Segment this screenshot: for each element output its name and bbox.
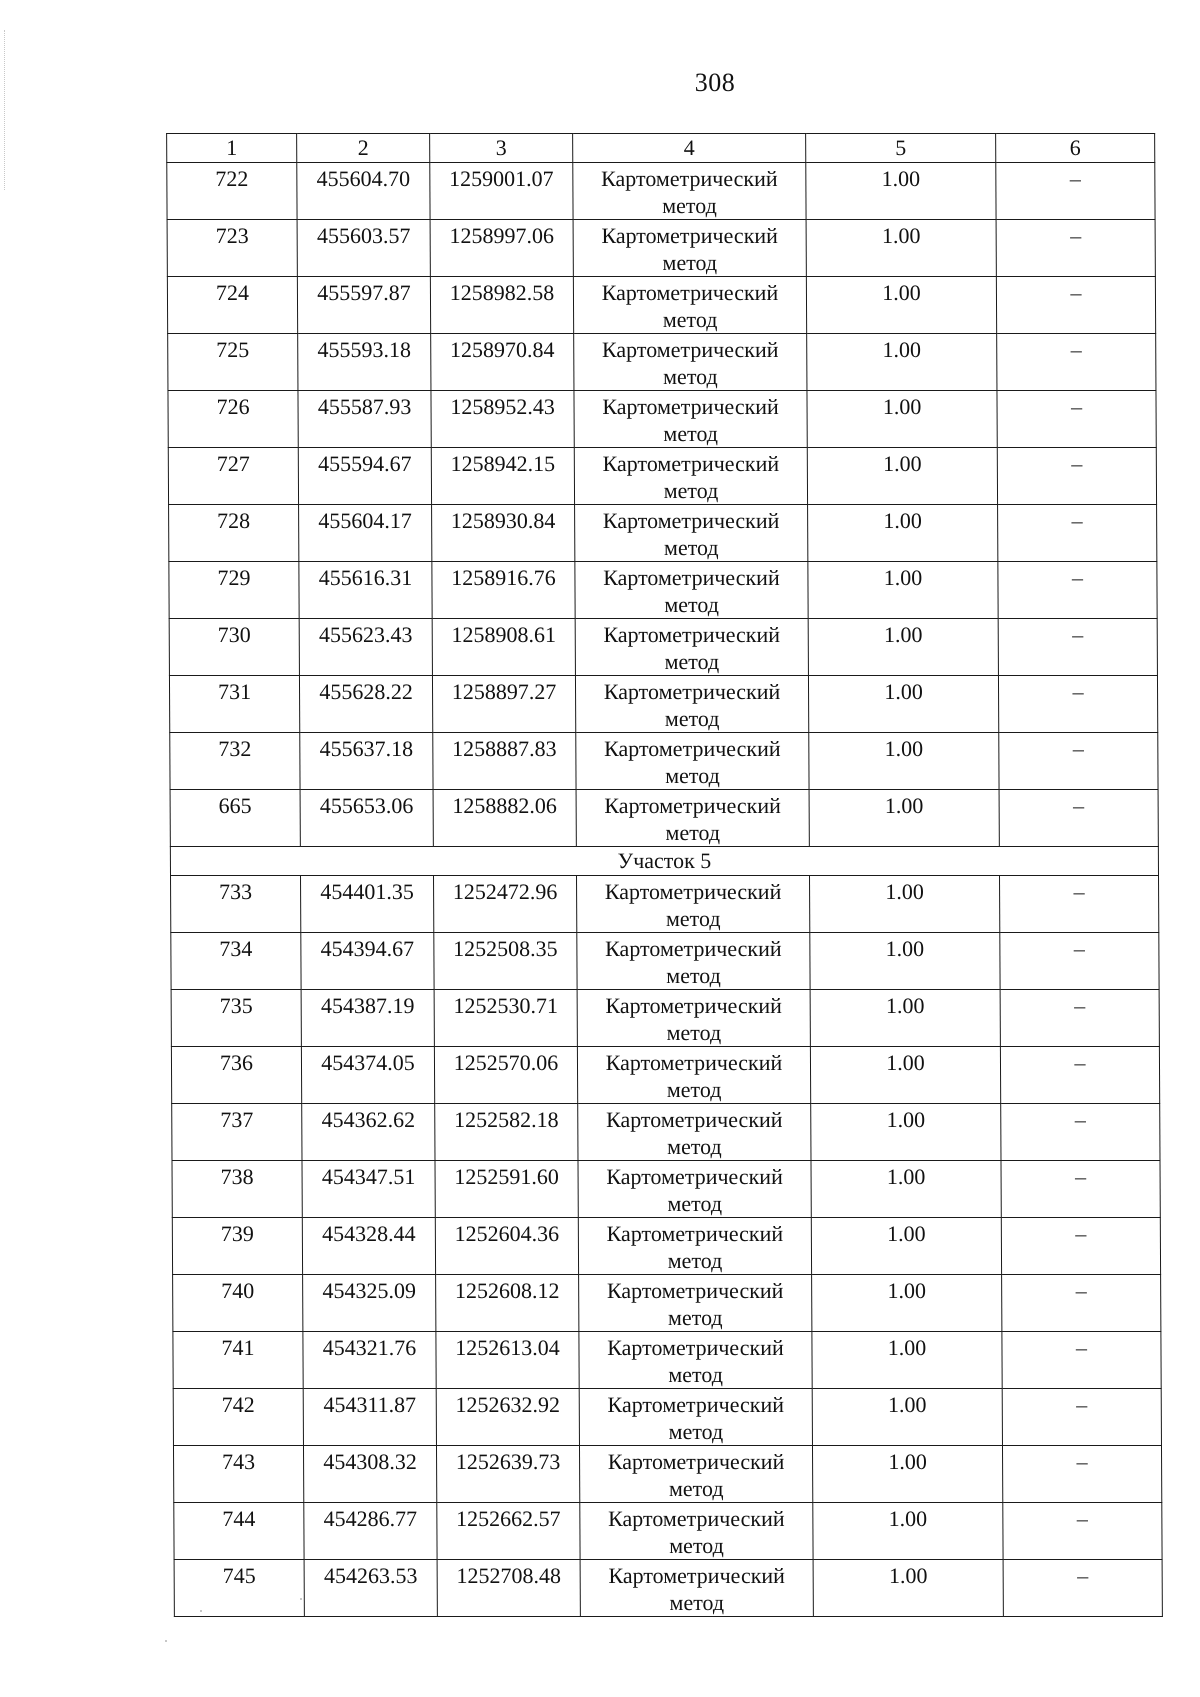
header-cell-6: 6 xyxy=(996,134,1155,163)
method-text-line-1: Картометрический xyxy=(605,1050,783,1075)
coordinate-y-cell: 1252632.92 xyxy=(436,1389,579,1446)
point-number-cell: 742 xyxy=(173,1389,303,1446)
method-cell xyxy=(578,1104,811,1161)
note-cell: – xyxy=(1001,1104,1160,1161)
coordinate-x-cell: 455597.87 xyxy=(297,277,430,334)
accuracy-cell: 1.00 xyxy=(813,1503,1003,1560)
point-number-cell: 726 xyxy=(168,391,298,448)
accuracy-cell: 1.00 xyxy=(807,334,997,391)
coordinate-x-cell: 454286.77 xyxy=(304,1503,437,1560)
table-row xyxy=(172,1218,1160,1275)
method-text-line-2: метод xyxy=(664,649,720,674)
point-number-cell: 741 xyxy=(173,1332,303,1389)
note-cell: – xyxy=(998,562,1157,619)
coordinate-x-cell: 454401.35 xyxy=(301,876,434,933)
accuracy-cell: 1.00 xyxy=(810,933,1000,990)
coordinate-x-cell: 455628.22 xyxy=(299,676,432,733)
coordinate-x-cell: 455593.18 xyxy=(298,334,431,391)
method-text-line-2: метод xyxy=(662,193,717,218)
method-cell xyxy=(573,277,806,334)
method-text-line-2: метод xyxy=(667,1134,722,1159)
note-cell: – xyxy=(1003,1560,1162,1617)
coordinate-x-cell: 455623.43 xyxy=(299,619,432,676)
note-cell: – xyxy=(1002,1275,1161,1332)
accuracy-cell: 1.00 xyxy=(812,1446,1002,1503)
method-text-line-1: Картометрический xyxy=(608,1506,785,1531)
coordinate-y-cell: 1252639.73 xyxy=(436,1446,579,1503)
coordinate-y-cell: 1252530.71 xyxy=(434,990,577,1047)
method-text-line-2: метод xyxy=(669,1590,725,1615)
table-row xyxy=(169,619,1157,676)
note-cell: – xyxy=(1001,1161,1160,1218)
method-cell xyxy=(579,1275,812,1332)
accuracy-cell: 1.00 xyxy=(809,733,999,790)
method-text-line-1: Картометрический xyxy=(602,451,780,476)
page-number: 308 xyxy=(694,68,736,97)
coordinate-x-cell: 455587.93 xyxy=(298,391,431,448)
note-cell: – xyxy=(998,505,1157,562)
method-text-line-1: Картометрический xyxy=(605,1107,783,1132)
table-row xyxy=(173,1446,1161,1503)
method-text-line-2: метод xyxy=(664,592,719,617)
method-text-line-1: Картометрический xyxy=(607,1392,785,1417)
coordinate-y-cell: 1259001.07 xyxy=(430,163,573,220)
coordinate-x-cell: 454263.53 xyxy=(304,1560,437,1617)
coordinate-x-cell: 455594.67 xyxy=(298,448,431,505)
scan-speck xyxy=(165,1640,167,1642)
point-number-cell: 723 xyxy=(167,220,297,277)
method-text-line-1: Картометрический xyxy=(602,508,780,533)
method-cell xyxy=(580,1503,813,1560)
coordinate-y-cell: 1258997.06 xyxy=(430,220,573,277)
method-text-line-1: Картометрический xyxy=(603,679,781,704)
coordinate-x-cell: 455603.57 xyxy=(297,220,430,277)
accuracy-cell: 1.00 xyxy=(806,163,996,220)
point-number-cell: 732 xyxy=(170,733,300,790)
method-text-line-2: метод xyxy=(664,706,720,731)
point-number-cell: 736 xyxy=(171,1047,301,1104)
method-text-line-2: метод xyxy=(663,421,719,446)
coordinates-table xyxy=(166,133,1163,1617)
coordinate-y-cell: 1258930.84 xyxy=(432,505,575,562)
accuracy-cell: 1.00 xyxy=(808,619,998,676)
method-text-line-1: Картометрический xyxy=(603,622,781,647)
note-cell: – xyxy=(997,391,1156,448)
point-number-cell: 734 xyxy=(171,933,301,990)
note-cell: – xyxy=(1000,990,1159,1047)
method-text-line-1: Картометрический xyxy=(601,337,779,362)
method-text-line-1: Картометрический xyxy=(605,993,782,1018)
method-text-line-1: Картометрический xyxy=(604,793,781,818)
coordinate-y-cell: 1258982.58 xyxy=(430,277,573,334)
method-text-line-1: Картометрический xyxy=(601,166,778,191)
note-cell: – xyxy=(999,733,1158,790)
accuracy-cell: 1.00 xyxy=(812,1275,1002,1332)
section-row xyxy=(170,847,1158,876)
table-row xyxy=(173,1275,1161,1332)
method-text-line-2: метод xyxy=(667,1305,723,1330)
point-number-cell: 727 xyxy=(168,448,298,505)
header-cell-3: 3 xyxy=(430,134,573,163)
table-row xyxy=(167,220,1155,277)
method-text-line-1: Картометрический xyxy=(601,280,779,305)
method-cell xyxy=(577,990,810,1047)
coordinate-y-cell: 1252662.57 xyxy=(437,1503,580,1560)
method-cell xyxy=(576,733,809,790)
point-number-cell: 745 xyxy=(174,1560,304,1617)
method-cell xyxy=(578,1161,811,1218)
method-cell xyxy=(574,334,807,391)
coordinate-y-cell: 1258897.27 xyxy=(432,676,575,733)
note-cell: – xyxy=(1002,1332,1161,1389)
table-row xyxy=(171,876,1159,933)
table-header-row xyxy=(167,134,1155,163)
accuracy-cell: 1.00 xyxy=(812,1389,1002,1446)
point-number-cell: 738 xyxy=(172,1161,302,1218)
table-row xyxy=(168,391,1156,448)
coordinate-x-cell: 454394.67 xyxy=(301,933,434,990)
accuracy-cell: 1.00 xyxy=(811,1104,1001,1161)
coordinate-y-cell: 1252591.60 xyxy=(435,1161,578,1218)
method-text-line-2: метод xyxy=(668,1362,723,1387)
point-number-cell: 743 xyxy=(173,1446,303,1503)
coordinate-y-cell: 1258908.61 xyxy=(432,619,575,676)
point-number-cell: 730 xyxy=(169,619,299,676)
note-cell: – xyxy=(998,619,1157,676)
accuracy-cell: 1.00 xyxy=(806,277,996,334)
method-text-line-2: метод xyxy=(667,1248,723,1273)
method-text-line-2: метод xyxy=(662,307,718,332)
table-row xyxy=(167,277,1155,334)
method-cell xyxy=(579,1332,812,1389)
table-row xyxy=(174,1503,1162,1560)
method-cell xyxy=(576,790,809,847)
coordinate-x-cell: 455653.06 xyxy=(300,790,433,847)
accuracy-cell: 1.00 xyxy=(807,448,997,505)
header-cell-2: 2 xyxy=(297,134,430,163)
table-row xyxy=(173,1332,1161,1389)
method-text-line-2: метод xyxy=(666,963,721,988)
coordinates-table-body xyxy=(167,134,1163,1617)
coordinate-y-cell: 1252604.36 xyxy=(435,1218,578,1275)
point-number-cell: 725 xyxy=(168,334,298,391)
note-cell: – xyxy=(998,676,1157,733)
method-text-line-1: Картометрический xyxy=(604,879,782,904)
method-cell xyxy=(574,391,807,448)
method-text-line-2: метод xyxy=(668,1419,724,1444)
method-text-line-2: метод xyxy=(669,1533,724,1558)
table-row xyxy=(169,505,1157,562)
coordinate-x-cell: 454374.05 xyxy=(301,1047,434,1104)
note-cell: – xyxy=(1002,1389,1161,1446)
method-text-line-1: Картометрический xyxy=(604,736,781,761)
coordinate-x-cell: 454308.32 xyxy=(303,1446,436,1503)
method-cell xyxy=(579,1389,812,1446)
method-text-line-2: метод xyxy=(668,1476,724,1501)
method-text-line-1: Картометрический xyxy=(607,1449,785,1474)
point-number-cell: 739 xyxy=(172,1218,302,1275)
coordinate-x-cell: 454311.87 xyxy=(303,1389,436,1446)
coordinate-x-cell: 454362.62 xyxy=(302,1104,435,1161)
accuracy-cell: 1.00 xyxy=(808,505,998,562)
coordinate-x-cell: 454325.09 xyxy=(303,1275,436,1332)
coordinate-y-cell: 1252508.35 xyxy=(434,933,577,990)
coordinate-x-cell: 455604.17 xyxy=(299,505,432,562)
method-text-line-1: Картометрический xyxy=(606,1221,784,1246)
method-text-line-1: Картометрический xyxy=(603,565,780,590)
method-cell xyxy=(575,562,808,619)
section-title: Участок 5 xyxy=(170,847,1158,876)
coordinate-x-cell: 455637.18 xyxy=(300,733,433,790)
point-number-cell: 665 xyxy=(170,790,300,847)
point-number-cell: 731 xyxy=(169,676,299,733)
method-cell xyxy=(577,933,810,990)
table-row xyxy=(168,448,1156,505)
accuracy-cell: 1.00 xyxy=(808,562,998,619)
note-cell: – xyxy=(997,448,1156,505)
note-cell: – xyxy=(1000,1047,1159,1104)
method-cell xyxy=(573,220,806,277)
method-cell xyxy=(580,1560,813,1617)
method-text-line-1: Картометрический xyxy=(606,1164,783,1189)
accuracy-cell: 1.00 xyxy=(810,876,1000,933)
point-number-cell: 722 xyxy=(167,163,297,220)
point-number-cell: 744 xyxy=(174,1503,304,1560)
table-row xyxy=(167,163,1155,220)
accuracy-cell: 1.00 xyxy=(813,1560,1003,1617)
point-number-cell: 728 xyxy=(169,505,299,562)
header-cell-5: 5 xyxy=(806,134,996,163)
point-number-cell: 735 xyxy=(171,990,301,1047)
method-text-line-2: метод xyxy=(667,1191,723,1216)
table-row xyxy=(171,1047,1159,1104)
table-row xyxy=(170,790,1158,847)
note-cell: – xyxy=(1003,1503,1162,1560)
method-text-line-2: метод xyxy=(663,535,719,560)
note-cell: – xyxy=(996,163,1155,220)
method-text-line-2: метод xyxy=(663,364,718,389)
table-row xyxy=(170,733,1158,790)
table-row xyxy=(171,990,1159,1047)
table-row xyxy=(172,1104,1160,1161)
method-text-line-2: метод xyxy=(665,820,721,845)
method-cell xyxy=(575,676,808,733)
coordinate-y-cell: 1252708.48 xyxy=(437,1560,580,1617)
coordinate-y-cell: 1258916.76 xyxy=(432,562,575,619)
method-text-line-1: Картометрический xyxy=(601,223,778,248)
header-cell-4: 4 xyxy=(573,134,806,163)
coordinate-y-cell: 1258970.84 xyxy=(431,334,574,391)
note-cell: – xyxy=(1000,876,1159,933)
accuracy-cell: 1.00 xyxy=(812,1332,1002,1389)
point-number-cell: 724 xyxy=(167,277,297,334)
accuracy-cell: 1.00 xyxy=(807,391,997,448)
coordinate-x-cell: 455604.70 xyxy=(297,163,430,220)
point-number-cell: 740 xyxy=(173,1275,303,1332)
note-cell: – xyxy=(996,220,1155,277)
coordinate-y-cell: 1252570.06 xyxy=(434,1047,577,1104)
note-cell: – xyxy=(997,334,1156,391)
method-cell xyxy=(575,619,808,676)
coordinate-x-cell: 454347.51 xyxy=(302,1161,435,1218)
method-text-line-1: Картометрический xyxy=(606,1278,784,1303)
note-cell: – xyxy=(1002,1446,1161,1503)
method-text-line-1: Картометрический xyxy=(602,394,779,419)
method-text-line-1: Картометрический xyxy=(607,1335,784,1360)
method-cell xyxy=(573,163,806,220)
note-cell: – xyxy=(1001,1218,1160,1275)
coordinate-x-cell: 454387.19 xyxy=(301,990,434,1047)
note-cell: – xyxy=(999,790,1158,847)
coordinate-y-cell: 1258942.15 xyxy=(431,448,574,505)
method-text-line-2: метод xyxy=(662,250,718,275)
coordinate-y-cell: 1252613.04 xyxy=(436,1332,579,1389)
method-text-line-2: метод xyxy=(666,1020,722,1045)
coordinate-y-cell: 1252472.96 xyxy=(434,876,577,933)
method-text-line-2: метод xyxy=(663,478,719,503)
method-cell xyxy=(578,1218,811,1275)
accuracy-cell: 1.00 xyxy=(809,790,999,847)
method-cell xyxy=(579,1446,812,1503)
table-row xyxy=(169,562,1157,619)
point-number-cell: 733 xyxy=(171,876,301,933)
accuracy-cell: 1.00 xyxy=(806,220,996,277)
table-row xyxy=(168,334,1156,391)
table-row xyxy=(174,1560,1162,1617)
method-cell xyxy=(574,448,807,505)
coordinate-x-cell: 455616.31 xyxy=(299,562,432,619)
note-cell: – xyxy=(996,277,1155,334)
header-cell-1: 1 xyxy=(167,134,297,163)
method-text-line-2: метод xyxy=(665,763,720,788)
coordinate-x-cell: 454328.44 xyxy=(302,1218,435,1275)
table-row xyxy=(171,933,1159,990)
scan-margin-marks xyxy=(4,30,9,190)
coordinate-y-cell: 1258882.06 xyxy=(433,790,576,847)
method-cell xyxy=(575,505,808,562)
coordinate-y-cell: 1252608.12 xyxy=(436,1275,579,1332)
accuracy-cell: 1.00 xyxy=(811,1161,1001,1218)
method-text-line-1: Картометрический xyxy=(608,1563,785,1588)
coordinate-y-cell: 1252582.18 xyxy=(435,1104,578,1161)
point-number-cell: 729 xyxy=(169,562,299,619)
method-cell xyxy=(577,876,810,933)
accuracy-cell: 1.00 xyxy=(810,990,1000,1047)
method-cell xyxy=(577,1047,810,1104)
coordinate-y-cell: 1258887.83 xyxy=(433,733,576,790)
accuracy-cell: 1.00 xyxy=(810,1047,1000,1104)
point-number-cell: 737 xyxy=(172,1104,302,1161)
coordinate-y-cell: 1258952.43 xyxy=(431,391,574,448)
table-row xyxy=(169,676,1157,733)
method-text-line-2: метод xyxy=(665,906,721,931)
accuracy-cell: 1.00 xyxy=(808,676,998,733)
table-row xyxy=(173,1389,1161,1446)
method-text-line-2: метод xyxy=(666,1077,722,1102)
table-row xyxy=(172,1161,1160,1218)
accuracy-cell: 1.00 xyxy=(811,1218,1001,1275)
note-cell: – xyxy=(1000,933,1159,990)
coordinate-x-cell: 454321.76 xyxy=(303,1332,436,1389)
method-text-line-1: Картометрический xyxy=(605,936,782,961)
